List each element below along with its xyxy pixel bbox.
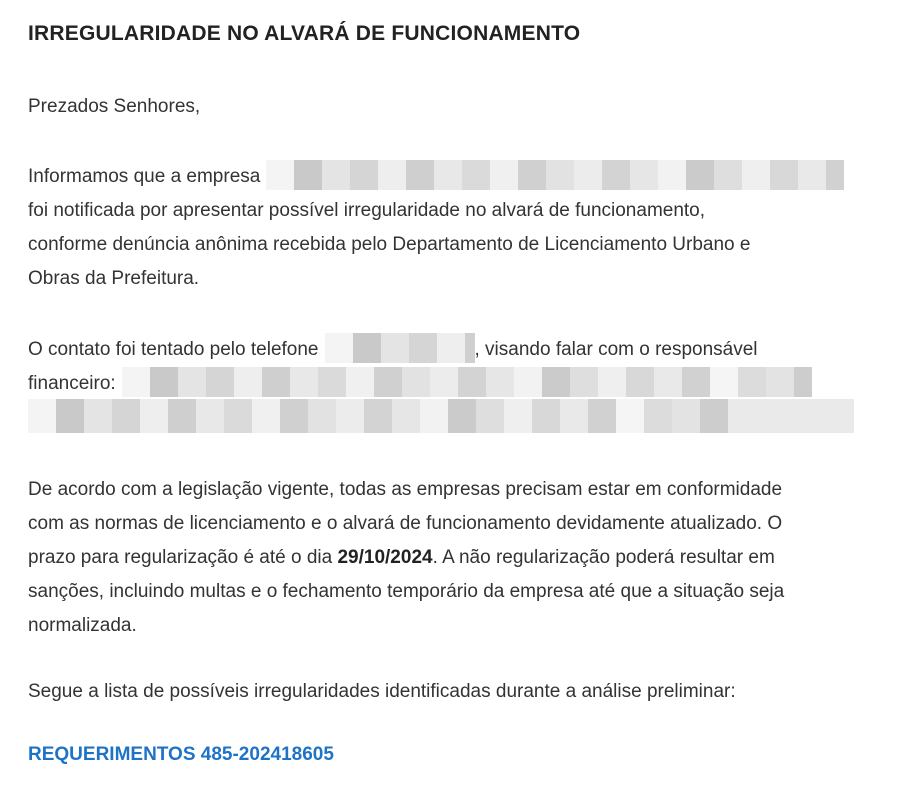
paragraph-line: com as normas de licenciamento e o alvará de funcionamento devidamente atualizado. O (28, 513, 783, 534)
paragraph-line: conforme denúncia anônima recebida pelo Departamento de Licenciamento Urbano e (28, 234, 751, 255)
email-title: IRREGULARIDADE NO ALVARÁ DE FUNCIONAMENTO (28, 22, 581, 45)
paragraph-line: De acordo com a legislação vigente, todas as empresas precisam estar em conformidade (28, 479, 783, 500)
paragraph-line (28, 160, 844, 194)
paragraph-line (28, 541, 784, 575)
paragraph-line: Obras da Prefeitura. (28, 268, 200, 289)
paragraph-line: foi notificada por apresentar possível irregularidade no alvará de funcionamento, (28, 200, 706, 221)
redacted-phone-number (325, 333, 475, 363)
paragraph-line (28, 367, 854, 401)
paragraph-line (28, 401, 854, 435)
redacted-contact-name (122, 367, 812, 397)
paragraph-contact (28, 333, 854, 435)
greeting-text: Prezados Senhores, (28, 96, 201, 117)
paragraph-line: sanções, incluindo multas e o fechamento temporário da empresa até que a situação seja (28, 581, 785, 602)
deadline-suffix-text: . A não regularização poderá resultar em (432, 547, 775, 568)
deadline-date: 29/10/2024 (337, 547, 433, 568)
company-intro-text: Informamos que a empresa (28, 166, 261, 187)
phone-suffix-text: , visando falar com o responsável (474, 339, 758, 360)
deadline-intro-text: prazo para regularização é até o dia (28, 547, 338, 568)
redacted-contact-details (28, 399, 854, 433)
phone-intro-text: O contato foi tentado pelo telefone (28, 339, 319, 360)
redacted-company-name (266, 160, 844, 190)
paragraph-list-intro: Segue a lista de possíveis irregularidades identificadas durante a análise preliminar: (28, 681, 736, 702)
paragraph-legislation (28, 473, 784, 643)
requerimentos-link[interactable]: REQUERIMENTOS 485-202418605 (28, 744, 334, 765)
paragraph-line: normalizada. (28, 615, 137, 636)
paragraph-line (28, 333, 854, 367)
financial-contact-label: financeiro: (28, 373, 116, 394)
paragraph-notification (28, 160, 844, 296)
